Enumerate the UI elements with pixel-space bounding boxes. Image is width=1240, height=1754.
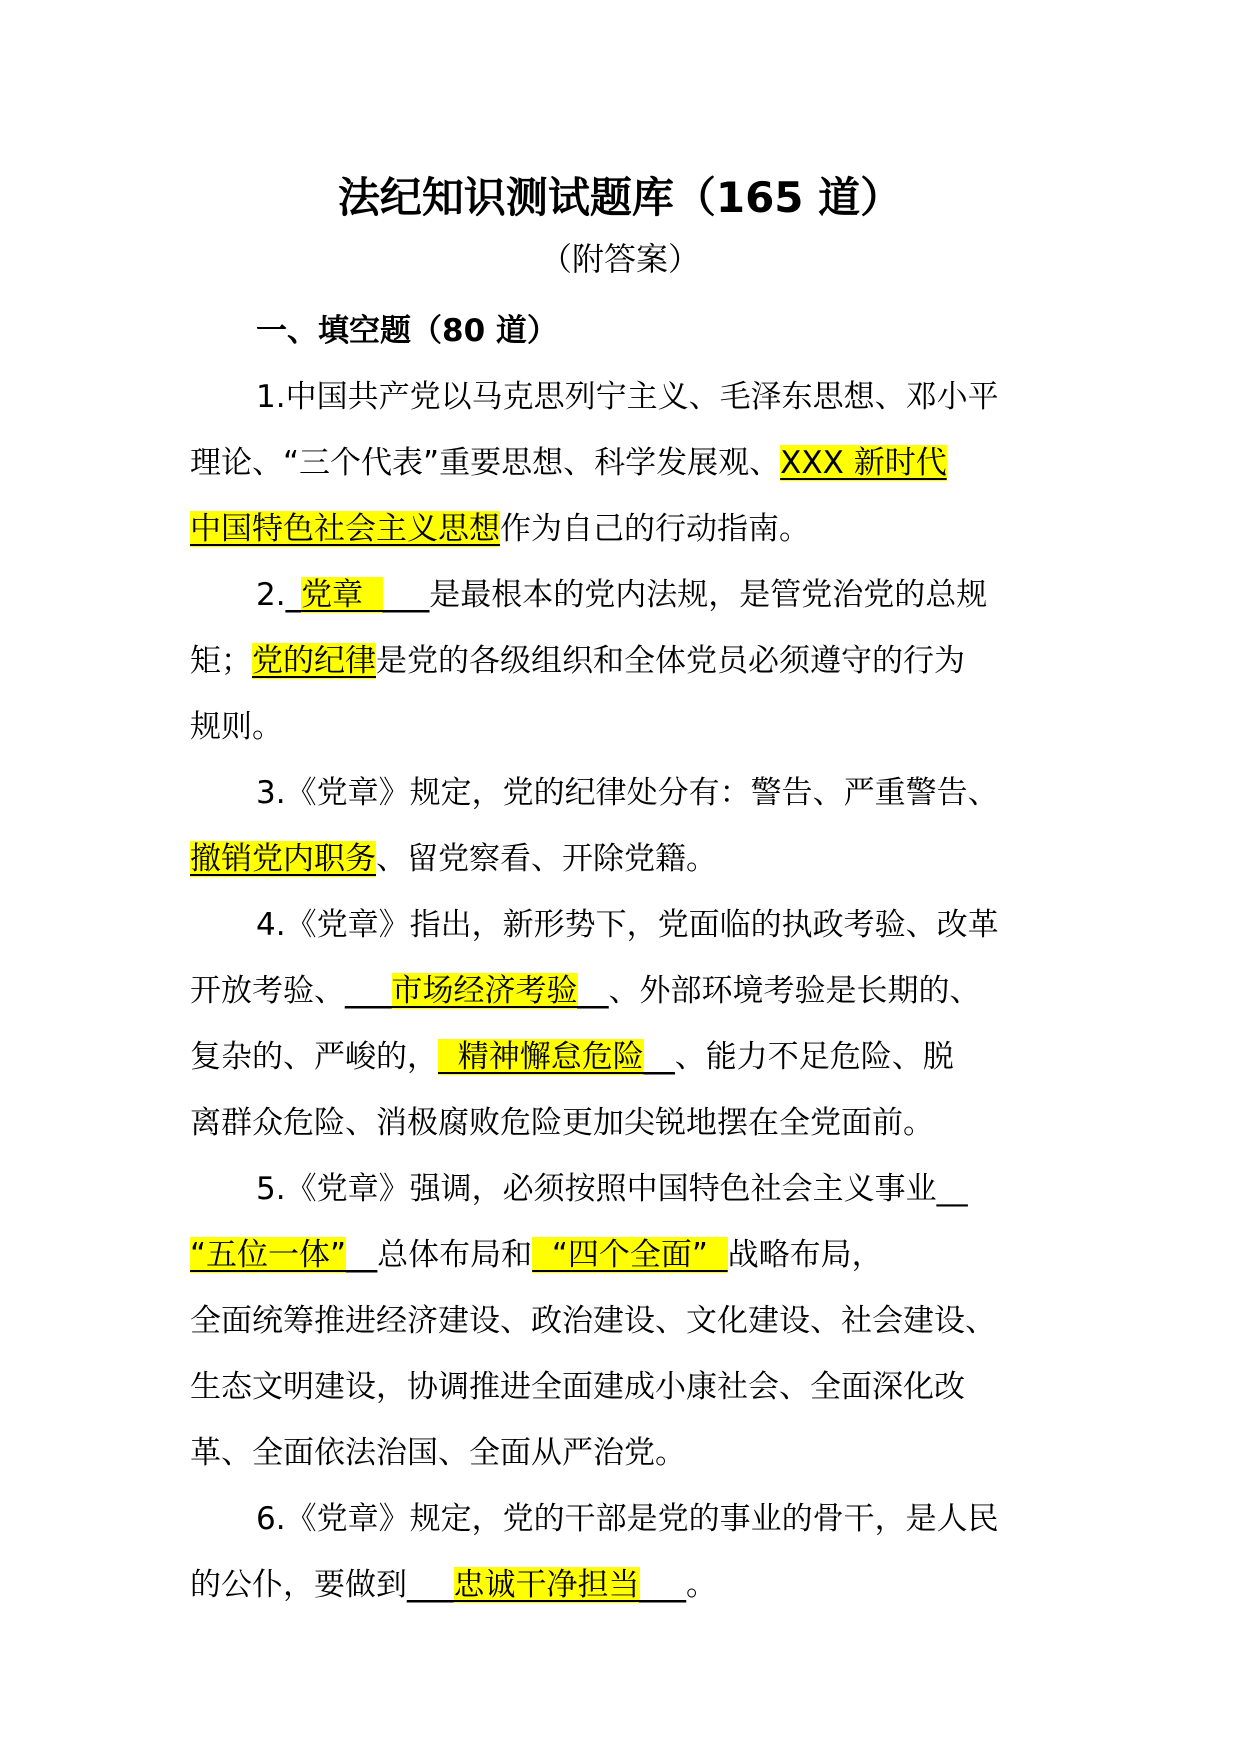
answer-highlight: “五位一体” (190, 1237, 347, 1273)
question-2-text: 矩； (190, 643, 252, 679)
question-5-line-3 (190, 1288, 1060, 1354)
question-5-text: 战略布局， (727, 1237, 883, 1273)
answer-highlight: 党章 (301, 577, 383, 613)
answer-highlight: 忠诚干净担当 (453, 1567, 640, 1603)
question-4-line-3 (190, 1024, 1060, 1090)
question-2-line-1 (190, 562, 1060, 628)
question-4-line-4 (190, 1090, 1060, 1156)
answer-blank: ___ (639, 1567, 686, 1603)
answer-blank: ___ (407, 1567, 454, 1603)
question-1-line-3 (190, 496, 1060, 562)
answer-blank: ___ (345, 973, 392, 1009)
question-5-text: 革、全面依法治国、全面从严治党。 (190, 1435, 686, 1471)
answer-highlight: 市场经济考验 (391, 973, 578, 1009)
question-3-text: 3.《党章》规定，党的纪律处分有：警告、严重警告、 (256, 775, 999, 811)
question-6-line-2 (190, 1552, 1060, 1618)
question-2-text: 是党的各级组织和全体党员必须遵守的行为 (376, 643, 965, 679)
question-4-line-1 (190, 892, 1060, 958)
answer-blank: _ (285, 577, 302, 613)
question-5-line-2 (190, 1222, 1060, 1288)
question-6-text: 6.《党章》规定，党的干部是党的事业的骨干，是人民 (256, 1501, 999, 1537)
answer-blank: __ (577, 973, 609, 1009)
question-1-line-1 (190, 364, 1060, 430)
page-subtitle: （附答案） (539, 240, 700, 278)
question-3-line-1 (190, 760, 1060, 826)
answer-blank: __ (643, 1039, 675, 1075)
question-4-text: 4.《党章》指出，新形势下，党面临的执政考验、改革 (256, 907, 999, 943)
question-4-text: 、外部环境考验是长期的、 (608, 973, 981, 1009)
answer-highlight: 党的纪律 (252, 643, 376, 679)
question-1-line-2 (190, 430, 1060, 496)
document-body (190, 298, 1060, 1618)
question-4-text: 离群众危险、消极腐败危险更加尖锐地摆在全党面前。 (190, 1105, 934, 1141)
answer-highlight: 精神懈怠危险 (438, 1039, 644, 1075)
answer-blank: __ (346, 1237, 378, 1273)
question-2-text: 规则。 (190, 709, 283, 745)
answer-highlight: XXX 新时代 (780, 445, 947, 481)
question-3-text: 、留党察看、开除党籍。 (376, 841, 717, 877)
answer-blank: ___ (382, 577, 430, 613)
question-5-text: 生态文明建设，协调推进全面建成小康社会、全面深化改 (190, 1369, 965, 1405)
question-5-line-4 (190, 1354, 1060, 1420)
question-6-text: 的公仆，要做到 (190, 1567, 407, 1603)
question-1-text: 作为自己的行动指南。 (500, 511, 810, 547)
question-2-line-3 (190, 694, 1060, 760)
question-3-line-2 (190, 826, 1060, 892)
answer-highlight: “四个全面” (532, 1237, 728, 1273)
answer-highlight: 中国特色社会主义思想 (190, 511, 500, 547)
question-4-text: 开放考验、 (190, 973, 345, 1009)
question-5-text: 总体布局和 (377, 1237, 533, 1273)
question-6-text: 。 (686, 1567, 717, 1603)
page-title: 法纪知识测试题库（165 道） (337, 173, 903, 222)
question-4-text: 复杂的、严峻的， (190, 1039, 438, 1075)
question-5-text: 全面统筹推进经济建设、政治建设、文化建设、社会建设、 (190, 1303, 996, 1339)
question-1-text: 1.中国共产党以马克思列宁主义、毛泽东思想、邓小平 (256, 379, 999, 415)
question-6-line-1 (190, 1486, 1060, 1552)
question-1-text: 理论、“三个代表”重要思想、科学发展观、 (190, 445, 781, 481)
question-4-text: 、能力不足危险、脱 (674, 1039, 954, 1075)
answer-highlight: 撤销党内职务 (190, 841, 376, 877)
question-4-line-2 (190, 958, 1060, 1024)
question-5-line-1 (190, 1156, 1060, 1222)
question-2-line-2 (190, 628, 1060, 694)
question-number: 2. (256, 577, 286, 613)
question-5-text: 5.《党章》强调，必须按照中国特色社会主义事业__ (256, 1171, 968, 1207)
section-heading: 一、填空题（80 道） (256, 313, 558, 349)
question-5-line-5 (190, 1420, 1060, 1486)
question-2-text: 是最根本的党内法规，是管党治党的总规 (429, 577, 988, 613)
